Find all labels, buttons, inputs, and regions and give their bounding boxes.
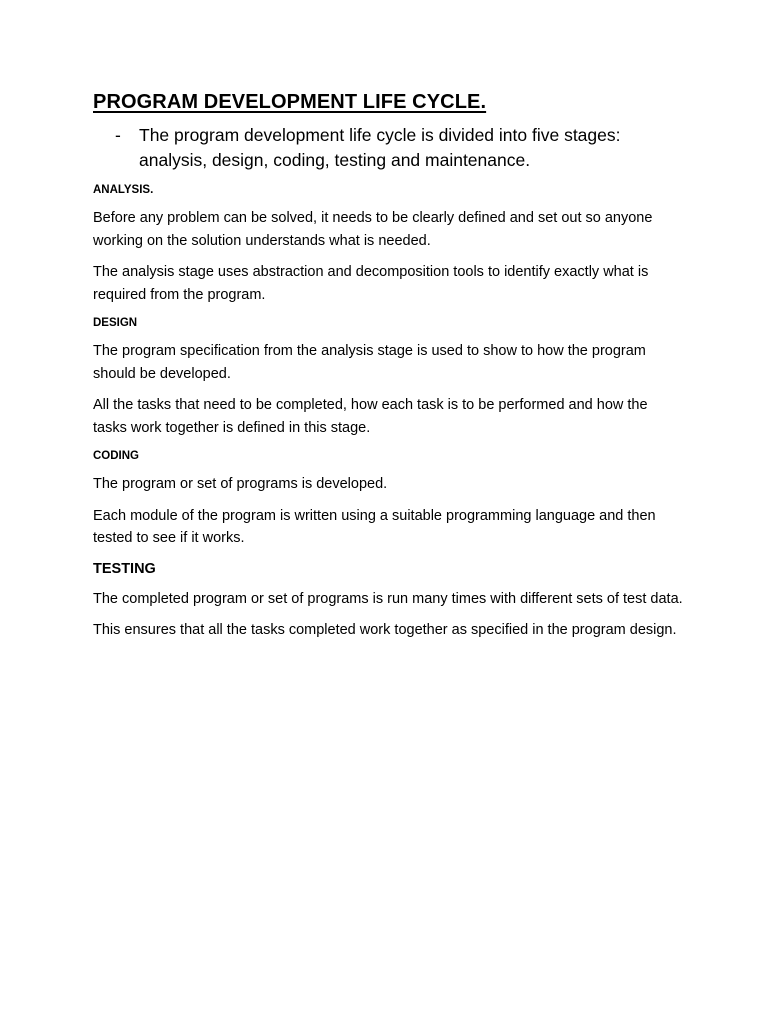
paragraph: The program specification from the analysis stage is used to show to how the program should be developed. bbox=[93, 343, 646, 382]
paragraph: Before any problem can be solved, it needs to be clearly defined and set out so anyone working on the solution understands what is needed. bbox=[93, 210, 653, 249]
paragraph: The analysis stage uses abstraction and decomposition tools to identify exactly what is required from the program. bbox=[93, 264, 649, 303]
intro-bullet-text: The program development life cycle is divided into five stages: analysis, design, coding, testing and maintenance. bbox=[139, 125, 621, 170]
section-coding bbox=[93, 448, 683, 550]
document-page bbox=[93, 89, 683, 651]
section-analysis bbox=[93, 182, 683, 306]
section-heading-design: DESIGN bbox=[93, 317, 138, 329]
section-testing bbox=[93, 559, 683, 642]
paragraph: The program or set of programs is developed. bbox=[93, 476, 388, 492]
section-heading-testing: TESTING bbox=[93, 560, 156, 577]
section-heading-coding: CODING bbox=[93, 450, 139, 462]
bullet-marker: - bbox=[115, 125, 121, 145]
paragraph: The completed program or set of programs is run many times with different sets of test data. bbox=[93, 590, 683, 607]
intro-bullet bbox=[115, 123, 683, 173]
paragraph: Each module of the program is written using a suitable programming language and then tested to see if it works. bbox=[93, 507, 656, 546]
section-design bbox=[93, 315, 683, 439]
paragraph: This ensures that all the tasks completed work together as specified in the program design. bbox=[93, 622, 677, 638]
section-heading-analysis: ANALYSIS. bbox=[93, 184, 154, 196]
paragraph: All the tasks that need to be completed, how each task is to be performed and how the tasks work together is defined in this stage. bbox=[93, 397, 648, 436]
page-title: PROGRAM DEVELOPMENT LIFE CYCLE. bbox=[93, 91, 487, 113]
